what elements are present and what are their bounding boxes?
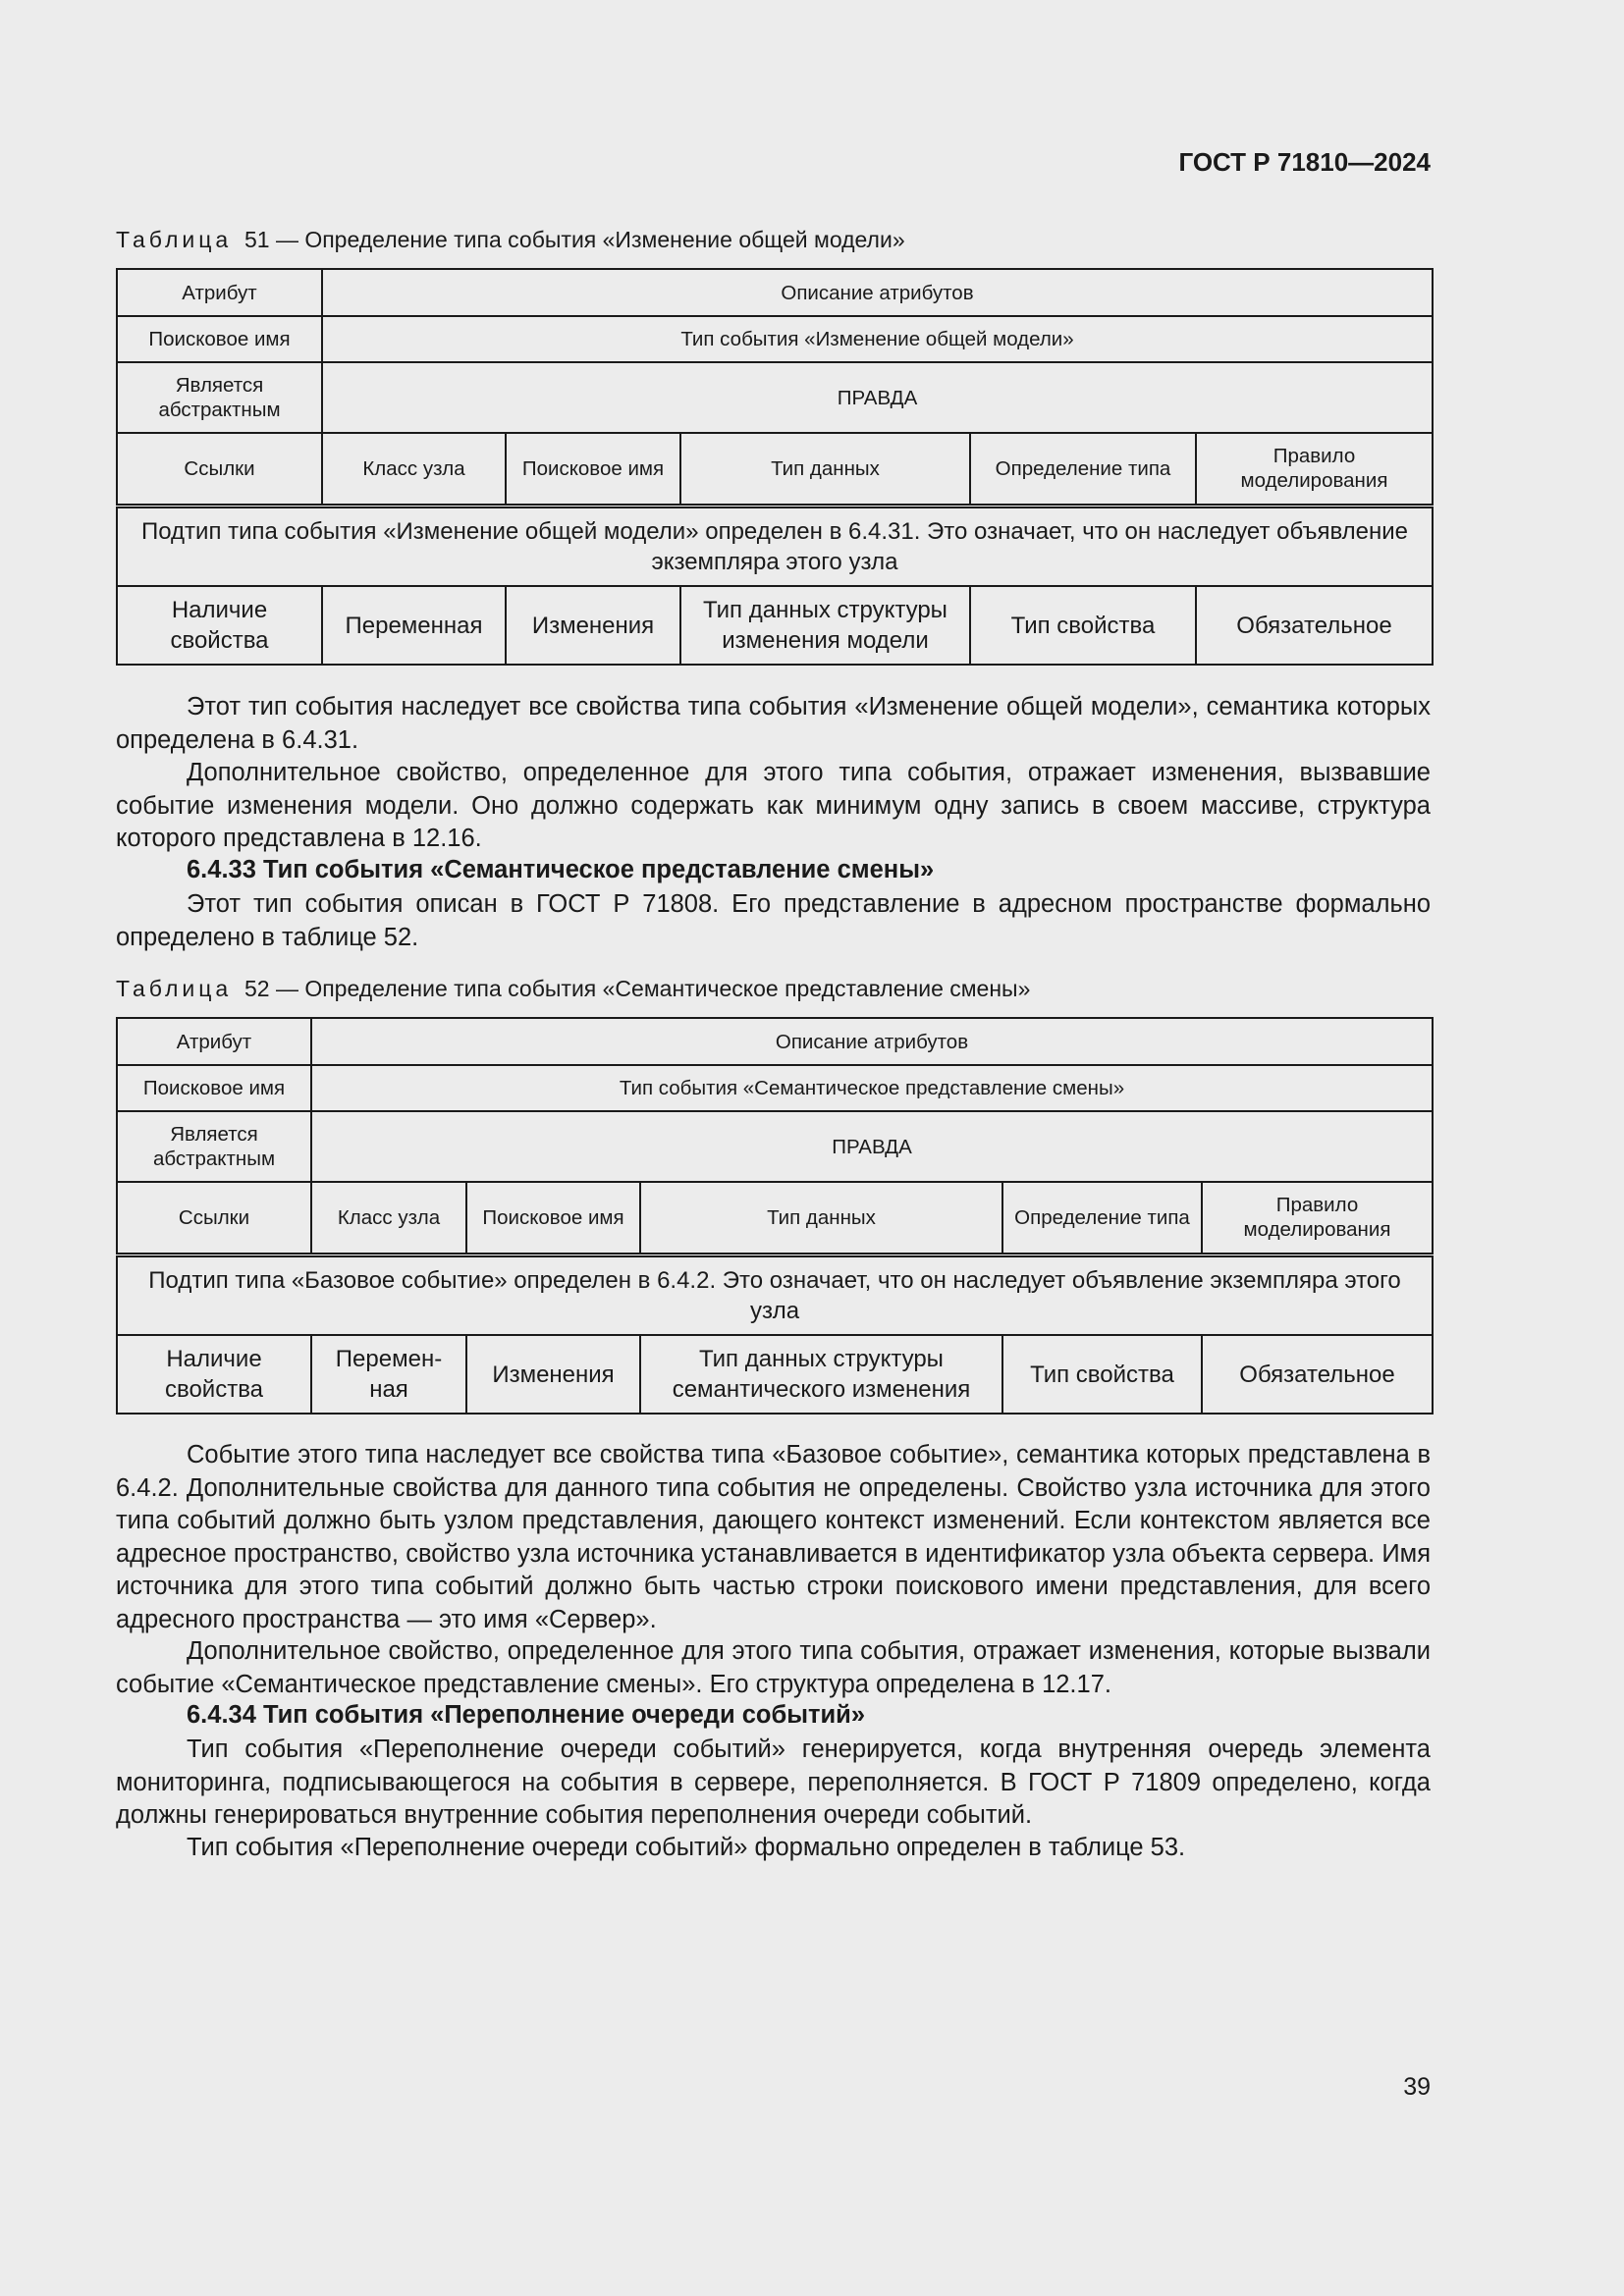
abstract-label: Является абстрактным [117, 1111, 311, 1182]
paragraph: Дополнительное свойство, определенное для этого типа события, отражает изменения, вызвавшие событие изменения модели. Оно должно содержать как минимум одну запись в своем массиве, структура которого представлена в 12.16. [116, 759, 1431, 852]
prop-modelling-rule: Обязательное [1202, 1335, 1433, 1414]
refs-browse-name: Поисковое имя [466, 1182, 640, 1255]
subtype-description: Подтип типа события «Изменение общей модели» определен в 6.4.31. Это означает, что он наследует объявление экземпляра этого узла [117, 506, 1433, 586]
prop-data-type: Тип данных структуры семантического изменения [640, 1335, 1002, 1414]
caption-text: 52 — Определение типа события «Семантическое представление смены» [244, 976, 1031, 1001]
paragraph: Тип события «Переполнение очереди событий» генерируется, когда внутренняя очередь элемента мониторинга, подписывающегося на события в сервере, переполняется. В ГОСТ Р 71809 определено, когда должны генерироваться внутренние события переполнения очереди событий. [116, 1735, 1431, 1829]
search-name-label: Поисковое имя [117, 1065, 311, 1111]
paragraph: Дополнительное свойство, определенное для этого типа события, отражает изменения, которые вызвали событие «Семантическое представление смены». Его структура определена в 12.17. [116, 1637, 1431, 1698]
refs-data-type: Тип данных [680, 433, 970, 506]
table-52-caption [116, 976, 1030, 1002]
prop-label: Наличие свойства [117, 586, 322, 665]
refs-node-class: Класс узла [311, 1182, 466, 1255]
abstract-value: ПРАВДА [322, 362, 1433, 433]
attr-header: Атрибут [117, 1018, 311, 1065]
refs-browse-name: Поисковое имя [506, 433, 680, 506]
desc-header: Описание атрибутов [311, 1018, 1433, 1065]
document-standard-number: ГОСТ Р 71810—2024 [1178, 147, 1431, 177]
desc-header: Описание атрибутов [322, 269, 1433, 316]
search-name-value: Тип события «Семантическое представление смены» [311, 1065, 1433, 1111]
caption-word: Таблица [116, 227, 233, 252]
caption-text: 51 — Определение типа события «Изменение общей модели» [244, 227, 905, 252]
subtype-description: Подтип типа «Базовое событие» определен в 6.4.2. Это означает, что он наследует объявление экземпляра этого узла [117, 1255, 1433, 1335]
refs-type-def: Определение типа [1002, 1182, 1202, 1255]
prop-label: Наличие свойства [117, 1335, 311, 1414]
prop-type-def: Тип свойства [970, 586, 1196, 665]
prop-browse-name: Изменения [466, 1335, 640, 1414]
refs-node-class: Класс узла [322, 433, 506, 506]
abstract-value: ПРАВДА [311, 1111, 1433, 1182]
section-heading-6-4-33: 6.4.33 Тип события «Семантическое представление смены» [187, 856, 935, 883]
refs-label: Ссылки [117, 433, 322, 506]
table-51-caption [116, 227, 905, 253]
prop-type-def: Тип свойства [1002, 1335, 1202, 1414]
prop-node-class: Переменная [322, 586, 506, 665]
page-number: 39 [1403, 2073, 1431, 2101]
refs-data-type: Тип данных [640, 1182, 1002, 1255]
refs-label: Ссылки [117, 1182, 311, 1255]
prop-browse-name: Изменения [506, 586, 680, 665]
paragraph: Событие этого типа наследует все свойства типа «Базовое событие», семантика которых представлена в 6.4.2. Дополнительные свойства для данного типа события не определены. Свойство узла источника для этого типа событий должно быть узлом представления, дающего контекст изменений. Если контекстом является все адресное пространство, свойство узла источника устанавливается в идентификатор узла объекта сервера. Имя источника для этого типа событий должно быть частью строки поискового имени представления, для всего адресного пространства — это имя «Сервер». [116, 1441, 1431, 1633]
prop-node-class: Перемен-ная [311, 1335, 466, 1414]
abstract-label: Является абстрактным [117, 362, 322, 433]
table-52 [116, 1017, 1434, 1415]
table-51 [116, 268, 1434, 666]
search-name-label: Поисковое имя [117, 316, 322, 362]
caption-word: Таблица [116, 976, 233, 1001]
attr-header: Атрибут [117, 269, 322, 316]
paragraph: Этот тип события наследует все свойства типа события «Изменение общей модели», семантика которых определена в 6.4.31. [116, 693, 1431, 754]
prop-modelling-rule: Обязательное [1196, 586, 1433, 665]
refs-modelling-rule: Правило моделирования [1202, 1182, 1433, 1255]
refs-modelling-rule: Правило моделирования [1196, 433, 1433, 506]
section-heading-6-4-34: 6.4.34 Тип события «Переполнение очереди событий» [187, 1701, 866, 1729]
search-name-value: Тип события «Изменение общей модели» [322, 316, 1433, 362]
refs-type-def: Определение типа [970, 433, 1196, 506]
paragraph: Этот тип события описан в ГОСТ Р 71808. Его представление в адресном пространстве формально определено в таблице 52. [116, 890, 1431, 951]
prop-data-type: Тип данных структуры изменения модели [680, 586, 970, 665]
paragraph: Тип события «Переполнение очереди событий» формально определен в таблице 53. [187, 1834, 1186, 1861]
